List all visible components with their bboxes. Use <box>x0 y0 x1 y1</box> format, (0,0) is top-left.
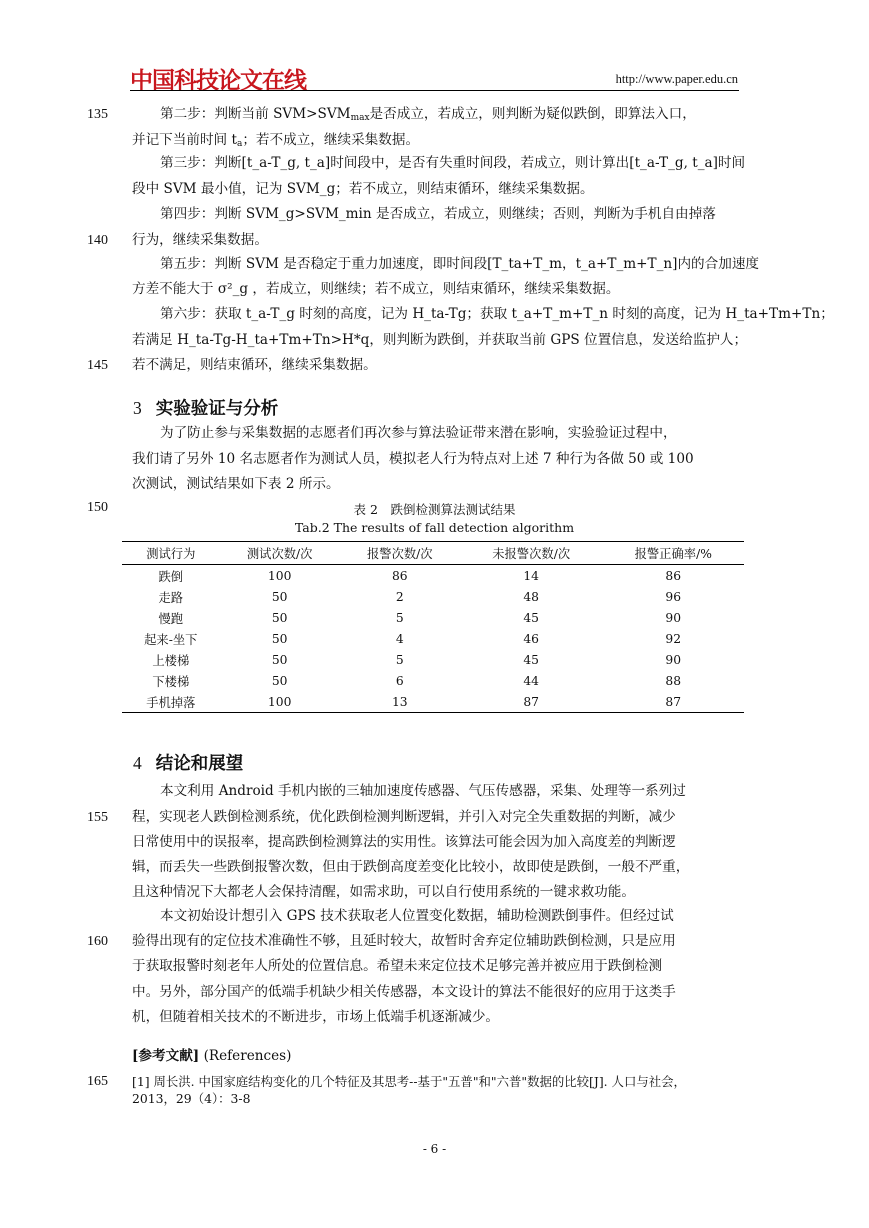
reference-line: [1] 周长洪. 中国家庭结构变化的几个特征及其思考--基于"五普"和"六普"数据的比较[J]. 人口与社会， <box>132 1074 686 1089</box>
section-3-heading: 3 实验验证与分析 <box>133 398 279 419</box>
table-row <box>122 691 744 713</box>
section3-para-line3: 次测试，测试结果如下表 2 所示。 <box>132 476 340 492</box>
table-cell: 90 <box>665 610 682 625</box>
table-row <box>122 586 744 607</box>
site-logo: 中国科技论文在线 <box>130 68 306 94</box>
section4-p2-line: 机，但随着相关技术的不断进步，市场上低端手机逐渐减少。 <box>132 1009 500 1025</box>
section4-p1-line: 程，实现老人跌倒检测系统，优化跌倒检测判断逻辑，并引入对完全失重数据的判断，减少 <box>132 809 676 825</box>
table-cell: 5 <box>395 610 404 625</box>
section4-p2-line: 于获取报警时刻老年人所处的位置信息。希望未来定位技术足够完善并被应用于跌倒检测 <box>132 958 663 974</box>
line-number: 150 <box>87 500 108 515</box>
table-cell: 45 <box>523 652 539 667</box>
table-cell: 50 <box>271 673 288 688</box>
table-row <box>122 649 744 670</box>
line-number: 160 <box>87 934 108 949</box>
step4-line2: 行为，继续采集数据。 <box>132 232 268 248</box>
column-header: 报警正确率/% <box>602 542 744 565</box>
table-cell: 5 <box>395 652 404 667</box>
table-header-row <box>122 542 744 565</box>
step3-line1: 第三步：判断[t_a-T_g, t_a]时间段中，是否有失重时间段，若成立，则计算出[t_a-T_g, t_a]时间 <box>160 155 746 171</box>
table-cell: 86 <box>665 568 682 583</box>
table-cell: 100 <box>267 568 292 583</box>
step6-line2: 若满足 H_ta-Tg-H_ta+Tm+Tn>H*q，则判断为跌倒，并获取当前 GPS 位置信息，发送给监护人； <box>132 332 748 348</box>
table-cell: 100 <box>220 691 340 713</box>
header-rule <box>130 90 739 91</box>
section-4-heading: 4 结论和展望 <box>133 753 244 774</box>
table-row <box>122 628 744 649</box>
column-header: 未报警次数/次 <box>460 542 603 565</box>
site-url: http://www.paper.edu.cn <box>615 72 738 86</box>
table-cell: 45 <box>523 610 539 625</box>
table-row <box>122 607 744 628</box>
section4-p1-line: 本文利用 Android 手机内嵌的三轴加速度传感器、气压传感器，采集、处理等一系列过 <box>160 783 686 799</box>
table-cell: 起来-坐下 <box>144 632 198 647</box>
line-number: 140 <box>87 233 108 248</box>
table-cell: 2 <box>395 589 404 604</box>
step5-line2: 方差不能大于 σ²_g ，若成立，则继续；若不成立，则结束循环，继续采集数据。 <box>132 281 620 297</box>
table-cell: 44 <box>523 673 539 688</box>
step2-line2: 并记下当前时间 $t_a$；若不成立，继续采集数据。 <box>132 132 420 149</box>
table-cell: 86 <box>391 568 408 583</box>
page-number: - 6 - <box>422 1142 447 1156</box>
line-number: 155 <box>87 810 108 825</box>
column-header: 测试次数/次 <box>220 542 340 565</box>
section4-p2-line: 本文初始设计想引入 GPS 技术获取老人位置变化数据，辅助检测跌倒事件。但经过试 <box>160 908 674 924</box>
table-cell: 87 <box>602 691 744 713</box>
table-cell: 上楼梯 <box>152 653 190 668</box>
table-cell: 50 <box>271 589 288 604</box>
step2-line1: 第二步：判断当前 $SVM>SVM_{max}$是否成立，若成立，则判断为疑似跌倒，即算法入口， <box>160 106 696 123</box>
table-cell: 慢跑 <box>158 611 184 626</box>
step6-line1: 第六步：获取 t_a-T_g 时刻的高度，记为 H_ta-Tg；获取 t_a+T_m+T_n 时刻的高度，记为 H_ta+Tm+Tn； <box>160 306 834 322</box>
step3-line2: 段中 SVM 最小值，记为 SVM_g；若不成立，则结束循环，继续采集数据。 <box>132 181 594 197</box>
table-cell: 87 <box>460 691 603 713</box>
table-cell: 14 <box>523 568 539 583</box>
references-heading: [参考文献] (References) <box>132 1048 292 1064</box>
line-number: 145 <box>87 358 108 373</box>
table-cell: 88 <box>665 673 682 688</box>
section4-p1-line: 辑，而丢失一些跌倒报警次数，但由于跌倒高度差变化比较小，故即使是跌倒，一般不严重， <box>132 859 690 875</box>
table-cell: 50 <box>271 652 288 667</box>
table-cell: 4 <box>395 631 404 646</box>
section4-p2-line: 中。另外，部分国产的低端手机缺少相关传感器，本文设计的算法不能很好的应用于这类手 <box>132 984 676 1000</box>
line-number: 165 <box>87 1074 108 1089</box>
table-cell: 90 <box>665 652 682 667</box>
reference-item <box>132 1074 742 1107</box>
table-row <box>122 670 744 691</box>
step4-line1: 第四步：判断 SVM_g>SVM_min 是否成立，若成立，则继续；否则，判断为手机自由掉落 <box>160 206 716 222</box>
table-caption-cn: 表 2 跌倒检测算法测试结果 <box>353 502 516 517</box>
table-cell: 96 <box>665 589 682 604</box>
table-cell: 13 <box>340 691 460 713</box>
section4-p2-line: 验得出现有的定位技术准确性不够，且延时较大，故暂时舍弃定位辅助跌倒检测，只是应用 <box>132 933 676 949</box>
table-cell: 跌倒 <box>158 569 184 584</box>
table-cell: 50 <box>271 631 288 646</box>
results-table <box>122 541 744 713</box>
reference-line: 2013，29（4）：3-8 <box>132 1090 251 1106</box>
section4-p1-line: 日常使用中的误报率，提高跌倒检测算法的实用性。该算法可能会因为加入高度差的判断逻 <box>132 834 676 850</box>
table-cell: 48 <box>523 589 539 604</box>
table-cell: 46 <box>523 631 539 646</box>
table-cell: 6 <box>395 673 404 688</box>
section4-p1-line: 且这种情况下大都老人会保持清醒，如需求助，可以自行使用系统的一键求救功能。 <box>132 884 635 900</box>
table-cell: 手机掉落 <box>122 691 220 713</box>
table-cell: 92 <box>665 631 682 646</box>
line-number: 135 <box>87 107 108 122</box>
table-caption-en: Tab.2 The results of fall detection algorithm <box>294 520 575 535</box>
table-row <box>122 565 744 587</box>
column-header: 测试行为 <box>122 542 220 565</box>
step6-line3: 若不满足，则结束循环，继续采集数据。 <box>132 357 377 373</box>
section3-para-line2: 我们请了另外 10 名志愿者作为测试人员，模拟老人行为特点对上述 7 种行为各做 50 或 100 <box>132 451 694 467</box>
table-cell: 50 <box>271 610 288 625</box>
step5-line1: 第五步：判断 SVM 是否稳定于重力加速度，即时间段[T_ta+T_m，t_a+T_m+T_n]内的合加速度 <box>160 256 760 272</box>
table-cell: 下楼梯 <box>152 674 190 689</box>
table-cell: 走路 <box>158 590 184 605</box>
column-header: 报警次数/次 <box>340 542 460 565</box>
section3-para-line1: 为了防止参与采集数据的志愿者们再次参与算法验证带来潜在影响，实验验证过程中， <box>160 425 677 441</box>
